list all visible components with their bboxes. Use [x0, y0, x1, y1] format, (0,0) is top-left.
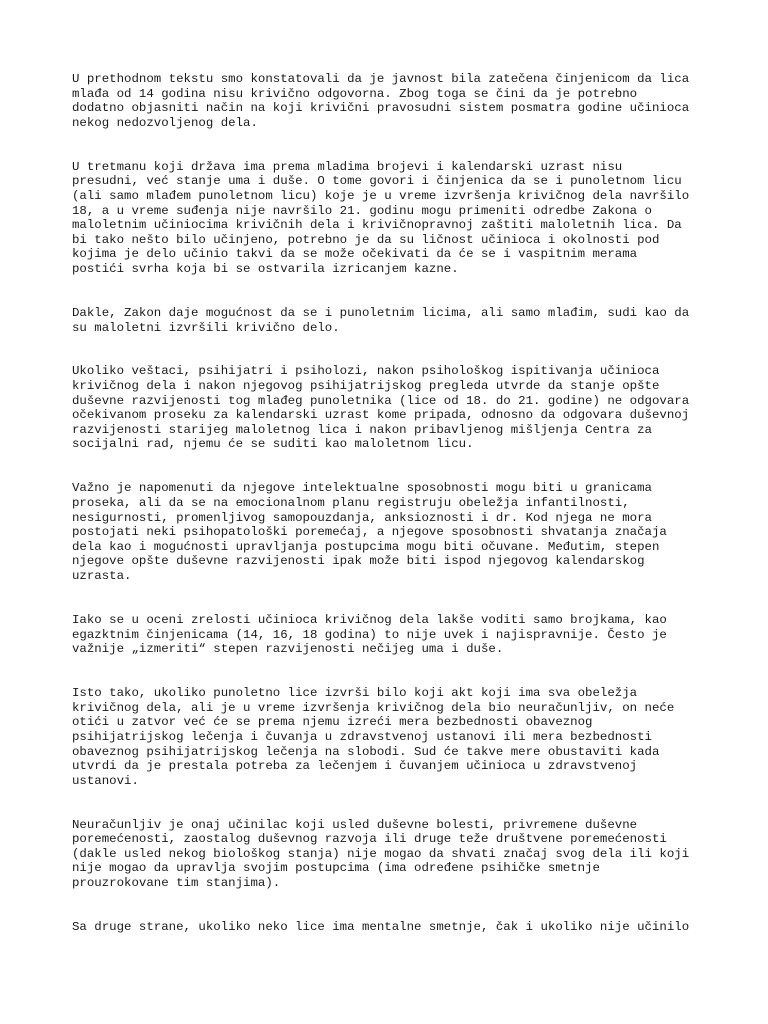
document-body [72, 72, 712, 964]
paragraph-2: U tretmanu koji država ima prema mladima brojevi i kalendarski uzrast nisu presudni, već stanje uma i duše. O tome govori i činjenica da se i punoletnom licu (ali samo mlađem punoletnom licu) koje je u vreme izvršenja krivičnog dela navršilo 18, a u vreme suđenja nije navršilo 21. godinu mogu primeniti odredbe Zakona o maloletnim učiniocima krivičnih dela i krivičnopravnoj zaštiti maloletnih lica. Da bi tako nešto bilo učinjeno, potrebno je da su ličnost učinioca i okolnosti pod kojima je delo učinio takvi da se može očekivati da će se i vaspitnim merama postići svrha koja bi se ostvarila izricanjem kazne. [72, 159, 690, 276]
paragraph-8: Neuračunljiv je onaj učinilac koji usled duševne bolesti, privremene duševne poremećenosti, zaostalog duševnog razvoja ili druge teže društvene poremećenosti (dakle usled nekog biološkog stanja) nije mogao da shvati značaj svog dela ili koji nije mogao da upravlja svojim postupcima (ima određene psihičke smetnje prouzrokovane tim stanjima). [72, 817, 690, 891]
paragraph-9: Sa druge strane, ukoliko neko lice ima mentalne smetnje, čak i ukoliko nije učinilo [72, 920, 690, 935]
paragraph-6: Iako se u oceni zrelosti učinioca krivičnog dela lakše voditi samo brojkama, kao egazktnim činjenicama (14, 16, 18 godina) to nije uvek i najispravnije. Često je važnije „izmeriti“ stepen razvijenosti nečijeg uma i duše. [72, 612, 667, 657]
paragraph-7: Isto tako, ukoliko punoletno lice izvrši bilo koji akt koji ima sva obeležja krivičnog dela, ali je u vreme izvršenja krivičnog dela bio neuračunljiv, on neće otići u zatvor već će se prema njemu izreći mera bezbednosti obaveznog psihijatrijskog lečenja i čuvanja u zdravstvenoj ustanovi ili mera bezbednosti obaveznog psihijatrijskog lečenja na slobodi. Sud će takve mere obustaviti kada utvrdi da je prestala potreba za lečenjem i čuvanjem učinioca u zdravstvenoj ustanovi. [72, 686, 675, 788]
paragraph-1: U prethodnom tekstu smo konstatovali da je javnost bila zatečena činjenicom da lica mlađa od 14 godina nisu krivično odgovorna. Zbog toga se čini da je potrebno dodatno objasniti način na koji krivični pravosudni sistem posmatra godine učinioca nekog nedozvoljenog dela. [72, 72, 690, 130]
paragraph-5: Važno je napomenuti da njegove intelektualne sposobnosti mogu biti u granicama proseka, ali da se na emocionalnom planu registruju obeležja infantilnosti, nesigurnosti, promenljivog samopouzdanja, anksioznosti i dr. Kod njega ne mora postojati neki psihopatološki poremećaj, a njegove sposobnosti shvatanja značaja dela kao i mogućnosti upravljanja postupcima mogu biti očuvane. Međutim, stepen njegove opšte duševne razvijenosti ipak može biti ispod njegovog kalendarskog uzrasta. [72, 481, 667, 583]
paragraph-3: Dakle, Zakon daje mogućnost da se i punoletnim licima, ali samo mlađim, sudi kao da su maloletni izvršili krivično delo. [72, 305, 690, 335]
paragraph-4: Ukoliko veštaci, psihijatri i psiholozi, nakon psihološkog ispitivanja učinioca krivičnog dela i nakon njegovog psihijatrijskog pregleda utvrde da stanje opšte duševne razvijenosti tog mlađeg punoletnika (lice od 18. do 21. godine) ne odgovara očekivanom proseku za kalendarski uzrast kome pripada, odnosno da odgovara duševnoj razvijenosti starijeg maloletnog lica i nakon pribavljenog mišljenja Centra za socijalni rad, njemu će se suditi kao maloletnom licu. [72, 364, 690, 452]
